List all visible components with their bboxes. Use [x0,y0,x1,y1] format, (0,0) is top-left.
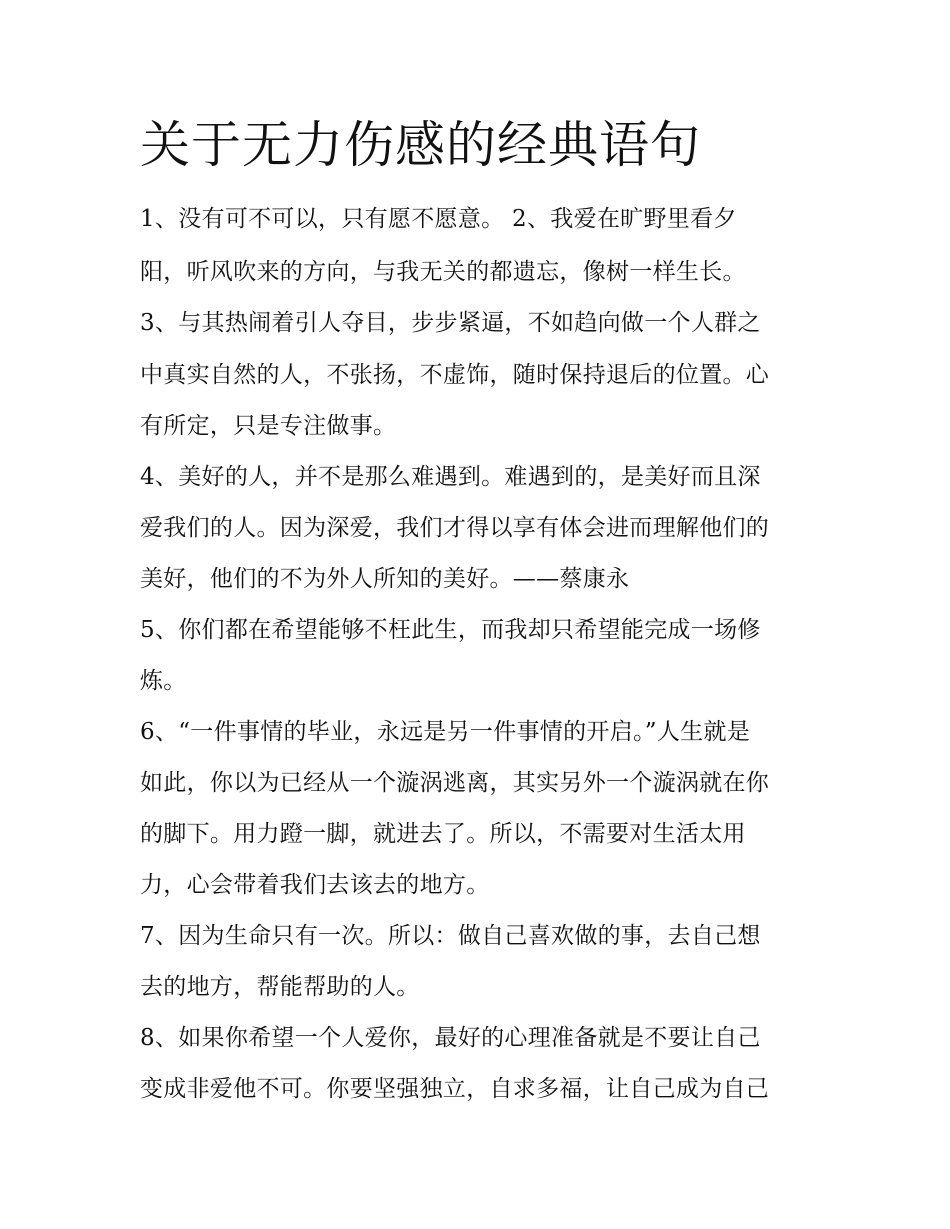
text-line-18: 变成非爱他不可。你要坚强独立，自求多福，让自己成为自己 [140,1076,770,1102]
text-line-13: 的脚下。用力蹬一脚，就进去了。所以，不需要对生活太用 [140,821,746,847]
text-line-8: 美好，他们的不为外人所知的美好。——蔡康永 [140,566,630,592]
text-line-10: 炼。 [140,668,187,694]
text-line-14: 力，心会带着我们去该去的地方。 [140,872,490,898]
text-line-7: 爱我们的人。因为深爱，我们才得以享有体会进而理解他们的 [140,515,770,541]
text-line-9: 5、你们都在希望能够不枉此生，而我却只希望能完成一场修 [140,617,761,643]
text-line-16: 去的地方，帮能帮助的人。 [140,974,420,1000]
text-line-5: 有所定，只是专注做事。 [140,413,397,439]
text-line-1: 1、没有可不可以，只有愿不愿意。 2、我爱在旷野里看夕 [140,206,737,232]
text-line-15: 7、因为生命只有一次。所以：做自己喜欢做的事，去自己想 [140,923,761,949]
text-line-3: 3、与其热闹着引人夺目，步步紧逼，不如趋向做一个人群之 [140,310,761,336]
text-line-4: 中真实自然的人，不张扬，不虚饰，随时保持退后的位置。心 [140,362,770,388]
text-line-6: 4、美好的人，并不是那么难遇到。难遇到的，是美好而且深 [140,464,761,490]
document-title: 关于无力伤感的经典语句 [140,116,701,174]
text-line-2: 阳，听风吹来的方向，与我无关的都遗忘，像树一样生长。 [140,259,746,285]
text-line-17: 8、如果你希望一个人爱你，最好的心理准备就是不要让自己 [140,1025,761,1051]
text-line-12: 如此，你以为已经从一个漩涡逃离，其实另外一个漩涡就在你 [140,770,770,796]
text-line-11: 6、“一件事情的毕业，永远是另一件事情的开启。”人生就是 [140,719,751,745]
